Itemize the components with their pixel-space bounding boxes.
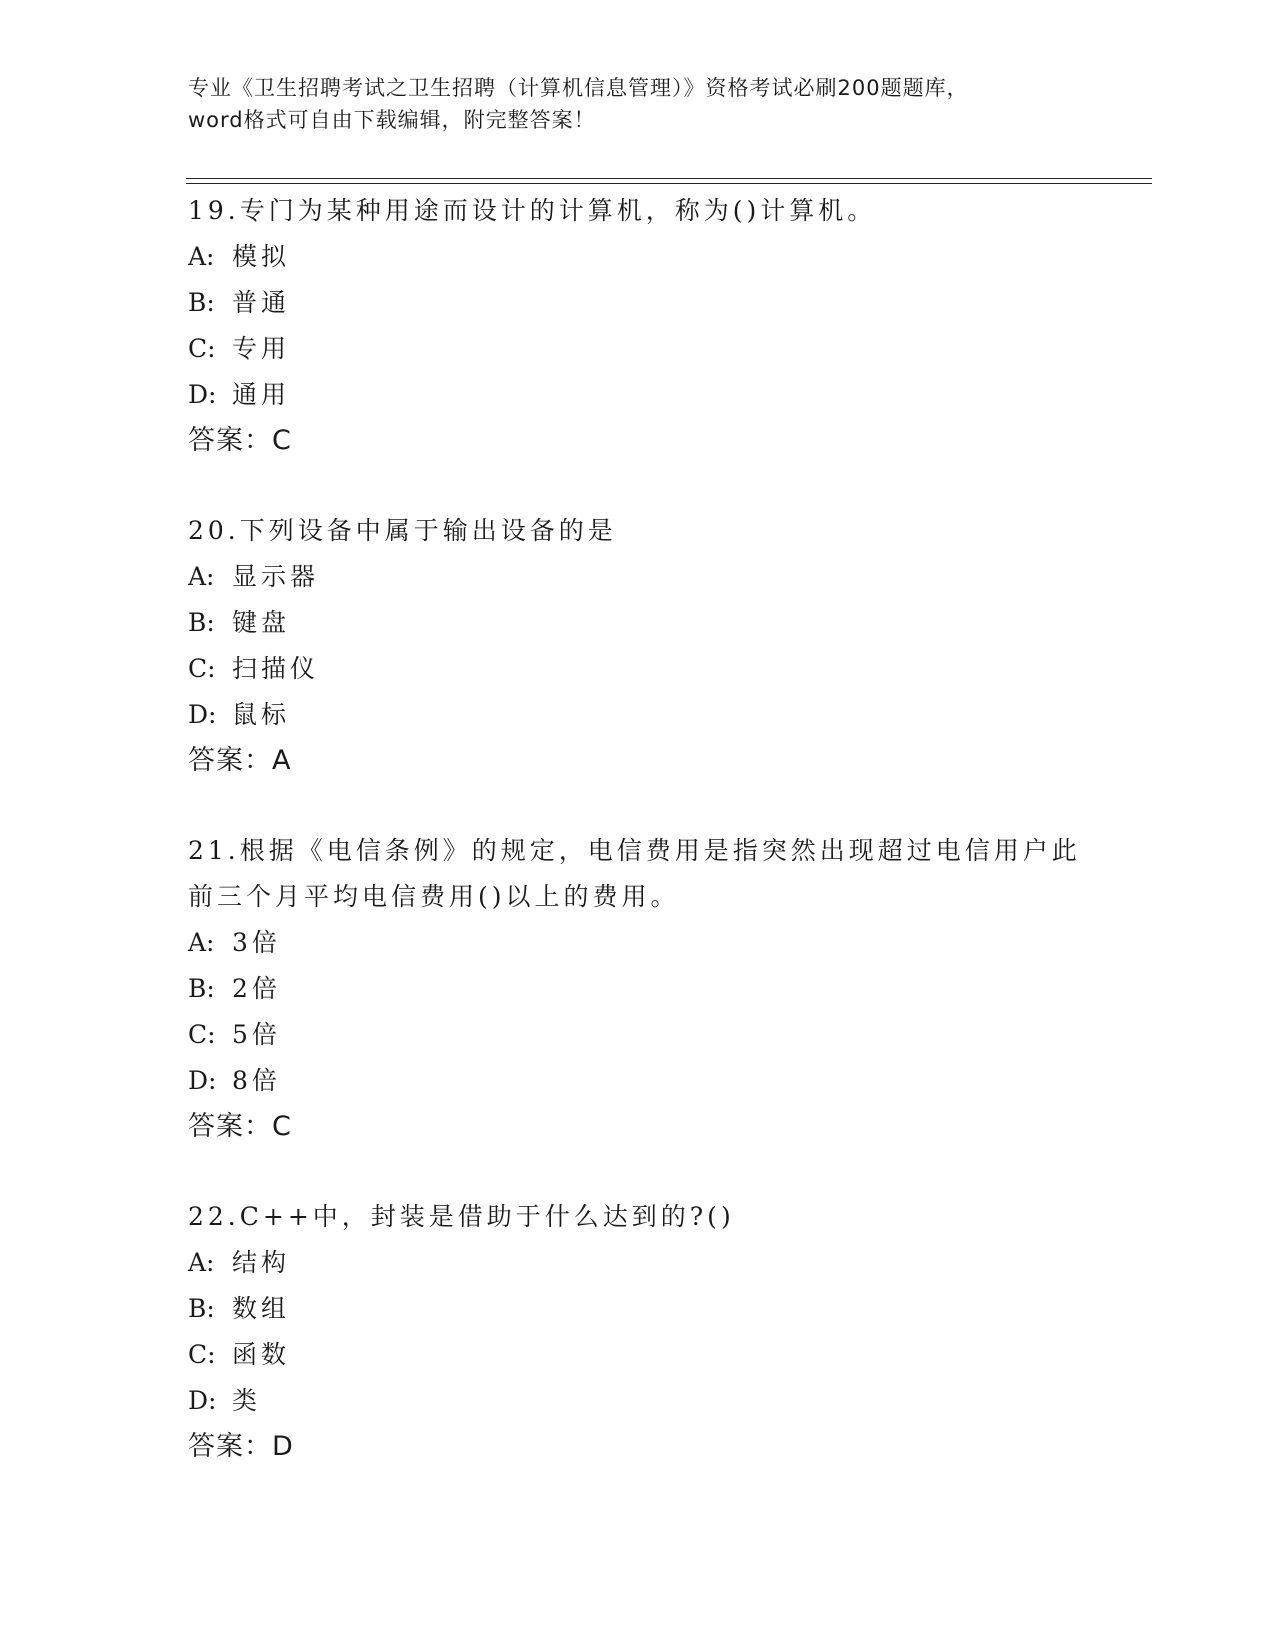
option-text: 专用 bbox=[232, 334, 291, 363]
option-letter: A: bbox=[188, 562, 215, 591]
option-letter: A: bbox=[188, 928, 215, 957]
answer-option bbox=[188, 692, 1148, 738]
option-text: 2倍 bbox=[232, 974, 281, 1003]
option-text: 类 bbox=[232, 1386, 262, 1415]
option-text: 函数 bbox=[232, 1340, 291, 1369]
header-divider-top bbox=[186, 178, 1152, 179]
header-line-2: word格式可自由下载编辑，附完整答案！ bbox=[188, 108, 596, 132]
question-stem: 21.根据《电信条例》的规定，电信费用是指突然出现超过电信用户此 bbox=[188, 836, 1081, 865]
option-letter: B: bbox=[188, 974, 215, 1003]
answer-option bbox=[188, 372, 1148, 418]
option-text: 8倍 bbox=[232, 1066, 281, 1095]
question-stem: 19.专门为某种用途而设计的计算机，称为()计算机。 bbox=[188, 196, 877, 225]
option-text: 鼠标 bbox=[232, 700, 291, 729]
option-letter: D: bbox=[188, 700, 217, 729]
option-letter: D: bbox=[188, 380, 217, 409]
option-letter: B: bbox=[188, 1294, 215, 1323]
option-letter: D: bbox=[188, 1386, 217, 1415]
answer-key: 答案：D bbox=[188, 1431, 294, 1462]
answer-key: 答案：A bbox=[188, 745, 292, 776]
option-letter: C: bbox=[188, 334, 216, 363]
option-text: 3倍 bbox=[232, 928, 281, 957]
question-stem: 前三个月平均电信费用()以上的费用。 bbox=[188, 882, 680, 911]
option-text: 数组 bbox=[232, 1294, 291, 1323]
option-text: 5倍 bbox=[232, 1020, 281, 1049]
option-text: 普通 bbox=[232, 288, 291, 317]
option-letter: A: bbox=[188, 1248, 215, 1277]
option-letter: D: bbox=[188, 1066, 217, 1095]
answer-option bbox=[188, 554, 1148, 600]
option-text: 模拟 bbox=[232, 242, 291, 271]
answer-option bbox=[188, 1286, 1148, 1332]
answer-option bbox=[188, 920, 1148, 966]
answer-option bbox=[188, 1058, 1148, 1104]
option-letter: C: bbox=[188, 1020, 216, 1049]
option-text: 结构 bbox=[232, 1248, 291, 1277]
option-text: 扫描仪 bbox=[232, 654, 320, 683]
option-text: 通用 bbox=[232, 380, 291, 409]
question-stem: 20.下列设备中属于输出设备的是 bbox=[188, 516, 617, 545]
answer-option bbox=[188, 280, 1148, 326]
option-text: 显示器 bbox=[232, 562, 320, 591]
question-block bbox=[188, 1194, 1148, 1470]
option-letter: C: bbox=[188, 1340, 216, 1369]
option-letter: C: bbox=[188, 654, 216, 683]
question-block bbox=[188, 508, 1148, 784]
answer-option bbox=[188, 1378, 1148, 1424]
option-text: 键盘 bbox=[232, 608, 291, 637]
question-stem: 22.C++中，封装是借助于什么达到的?() bbox=[188, 1202, 735, 1231]
answer-option bbox=[188, 326, 1148, 372]
document-header bbox=[188, 72, 1088, 136]
answer-option bbox=[188, 1240, 1148, 1286]
answer-option bbox=[188, 600, 1148, 646]
answer-key: 答案：C bbox=[188, 425, 292, 456]
question-list bbox=[188, 188, 1148, 1514]
answer-option bbox=[188, 966, 1148, 1012]
answer-key: 答案：C bbox=[188, 1111, 292, 1142]
answer-option bbox=[188, 646, 1148, 692]
option-letter: B: bbox=[188, 288, 215, 317]
option-letter: A: bbox=[188, 242, 215, 271]
question-block bbox=[188, 188, 1148, 464]
question-block bbox=[188, 828, 1148, 1150]
answer-option bbox=[188, 1332, 1148, 1378]
header-line-1: 专业《卫生招聘考试之卫生招聘（计算机信息管理）》资格考试必刷200题题库， bbox=[188, 76, 969, 100]
answer-option bbox=[188, 1012, 1148, 1058]
answer-option bbox=[188, 234, 1148, 280]
header-divider-bottom bbox=[186, 183, 1152, 184]
option-letter: B: bbox=[188, 608, 215, 637]
